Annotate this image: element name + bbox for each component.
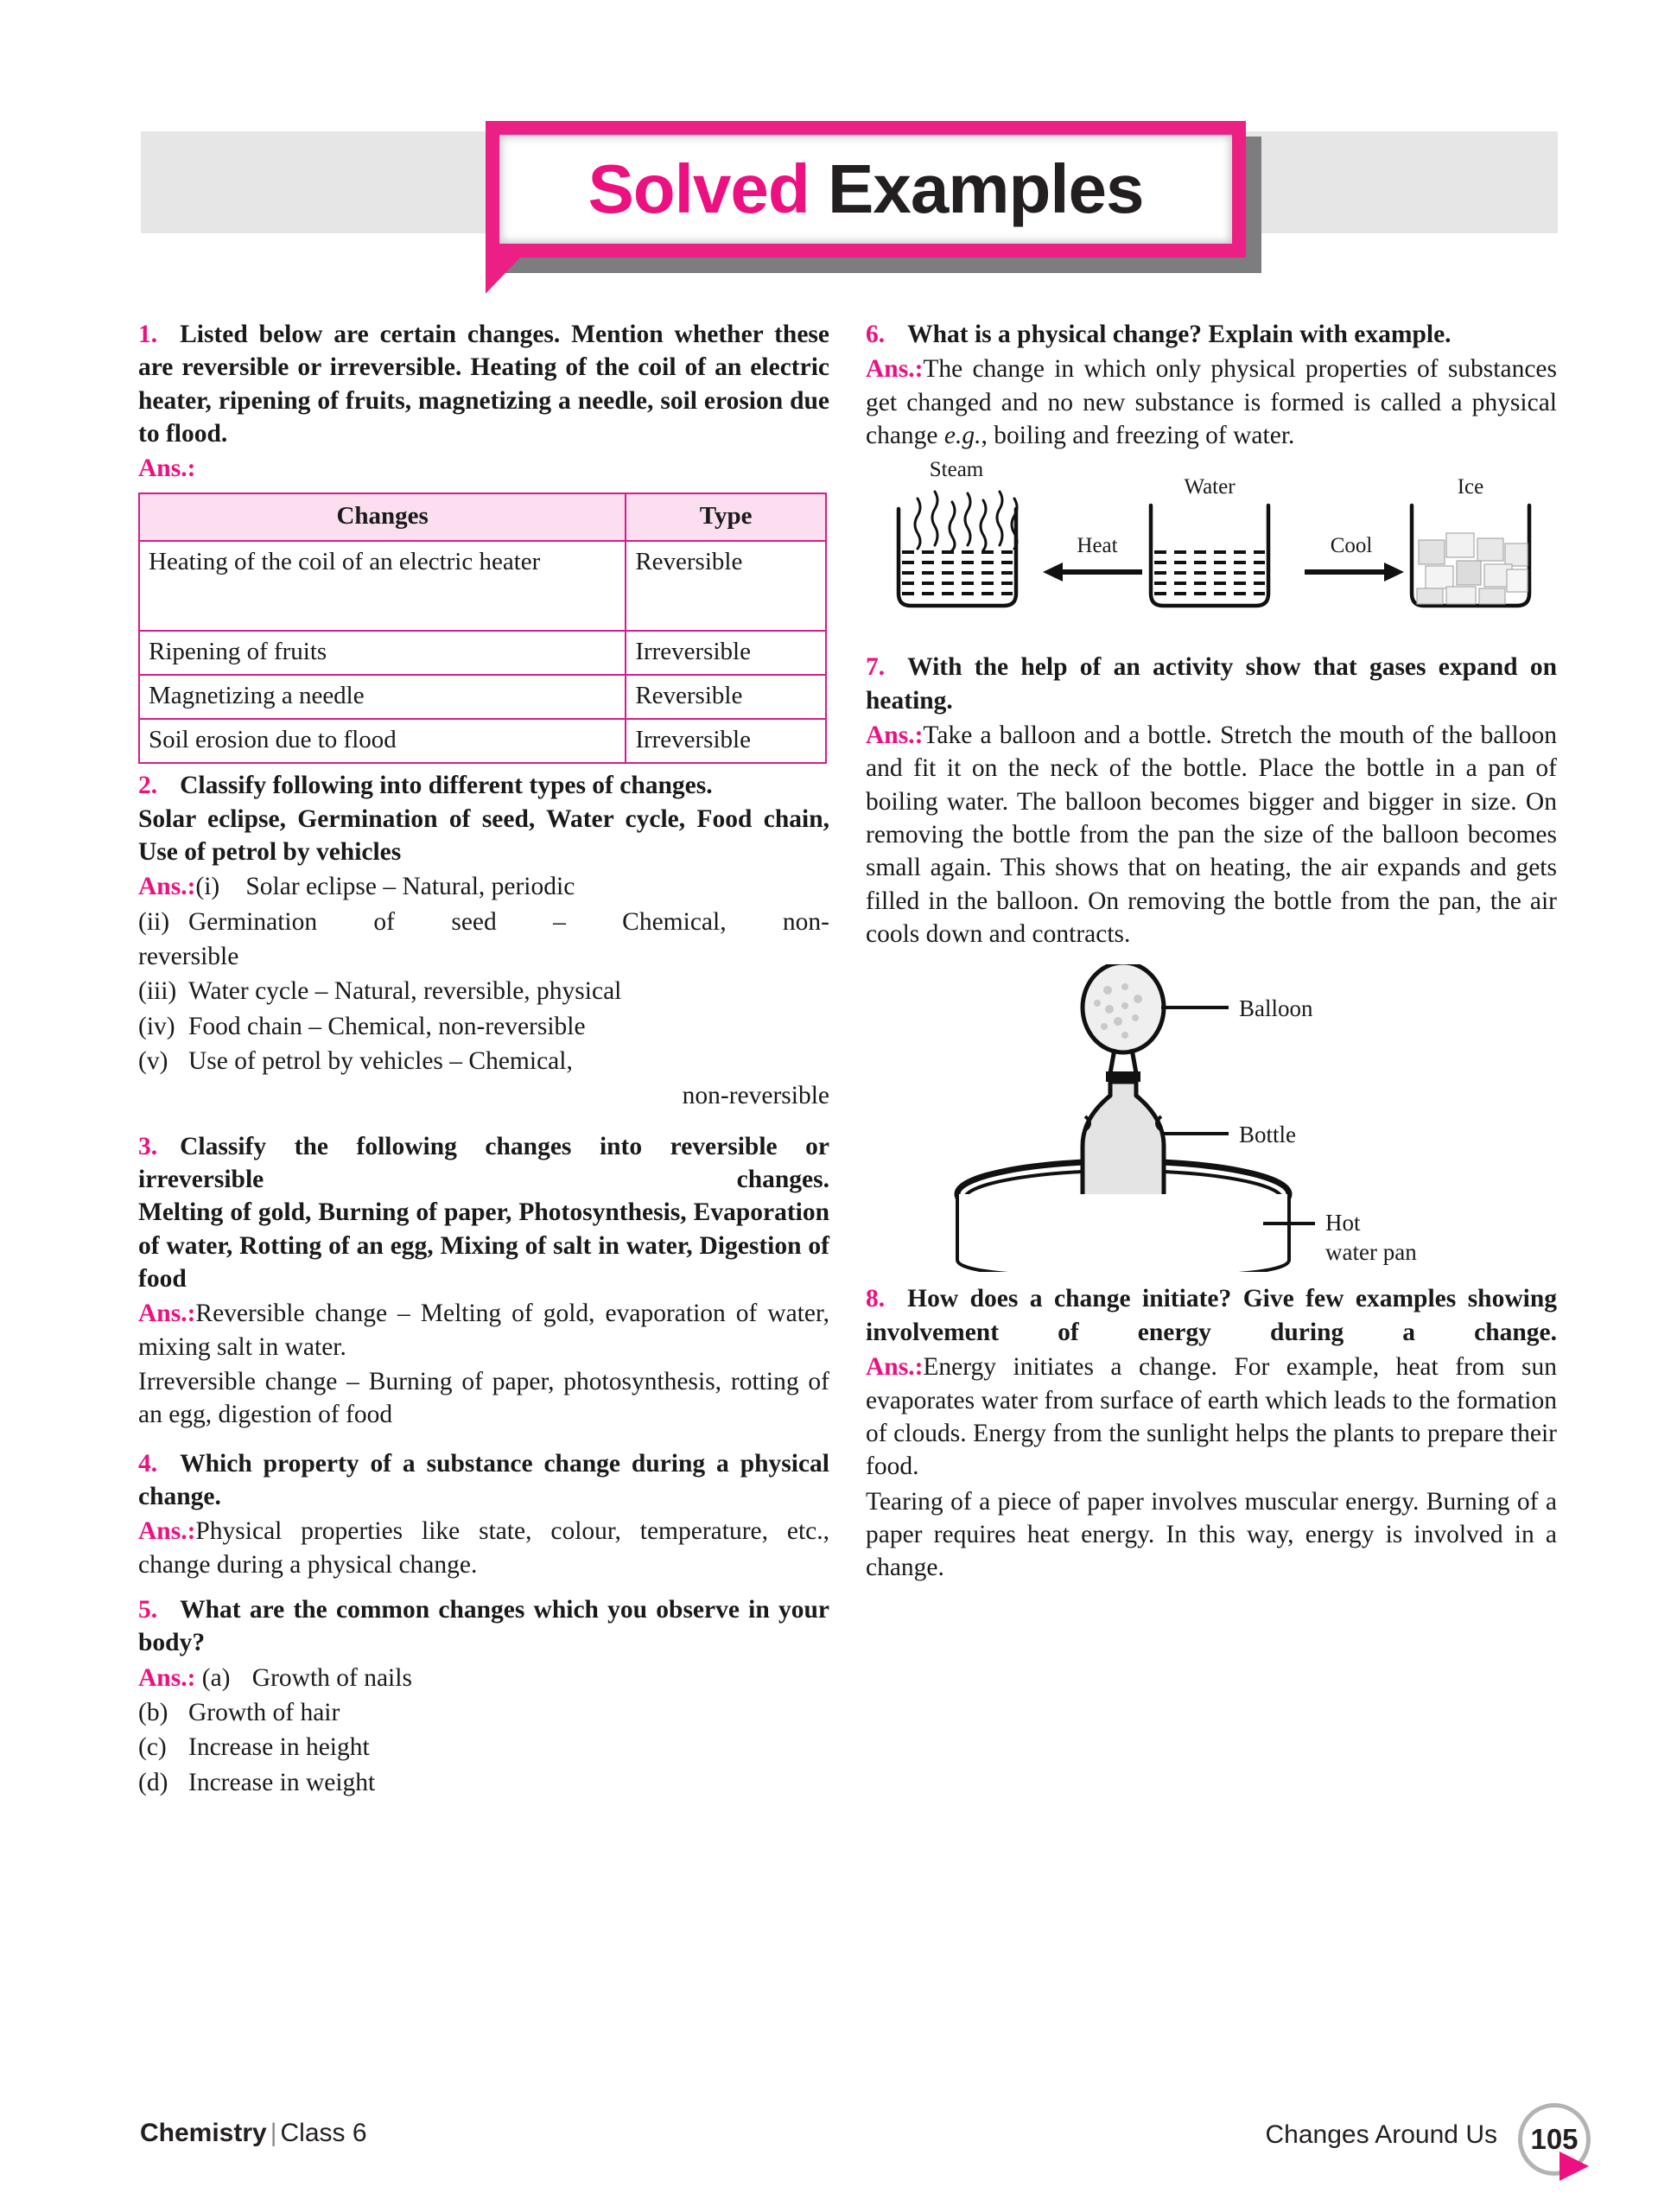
table-cell-change: Ripening of fruits xyxy=(139,631,626,675)
question-5-text: What are the common changes which you observe in your body? xyxy=(138,1596,829,1657)
answer-5-item-d xyxy=(138,1766,829,1799)
answer-2-item-2-key: (ii) xyxy=(138,907,170,936)
answer-2-item-1-text: Solar eclipse – Natural, periodic xyxy=(245,873,575,901)
answer-5-item-a-key: (a) xyxy=(201,1663,231,1692)
answer-2-item-1-key: (i) xyxy=(195,873,220,901)
footer-chapter: Changes Around Us xyxy=(1265,2120,1497,2149)
question-5 xyxy=(138,1593,829,1660)
answer-8-text-1: Energy initiates a change. For example, heat from sun evaporates water from surface of earth which leads to the formation of clouds. Energy from the sunlight helps the plants to prepare their food. xyxy=(866,1353,1557,1481)
label-pan-line1: Hot xyxy=(1325,1210,1361,1236)
answer-3-part-2: Irreversible change – Burning of paper, photosynthesis, rotting of an egg, digestion of food xyxy=(138,1368,829,1429)
question-3-text: Classify the following changes into reversible or irreversible changes. xyxy=(138,1132,829,1193)
answer-6-text-b: , boiling and freezing of water. xyxy=(981,422,1295,450)
answer-6 xyxy=(866,353,1557,452)
answer-2-item-3 xyxy=(138,975,829,1007)
table-cell-change: Soil erosion due to flood xyxy=(139,719,626,763)
table-cell-type: Reversible xyxy=(626,675,826,719)
question-7 xyxy=(866,651,1557,717)
answer-5-item-c xyxy=(138,1731,829,1764)
footer-subject-line xyxy=(140,2119,367,2148)
figure-states-of-water xyxy=(866,457,1557,640)
answer-2-item-3-key: (iii) xyxy=(138,977,177,1006)
answer-1-label: Ans.: xyxy=(138,454,196,483)
ice-cubes xyxy=(1417,533,1528,604)
answer-2-item-3-text: Water cycle – Natural, reversible, physical xyxy=(188,977,622,1006)
question-7-text: With the help of an activity show that gases expand on heating. xyxy=(866,653,1557,715)
answer-2-item-5 xyxy=(138,1045,829,1077)
answer-2-item-4 xyxy=(138,1010,829,1043)
answer-5-item-b-text: Growth of hair xyxy=(188,1699,340,1727)
table-header-changes: Changes xyxy=(139,493,626,541)
question-3 xyxy=(138,1130,829,1197)
page-footer xyxy=(0,2100,1658,2195)
answer-5-item-c-text: Increase in height xyxy=(188,1733,370,1762)
question-4 xyxy=(138,1447,829,1514)
table-cell-change: Magnetizing a needle xyxy=(139,675,626,719)
question-1-number: 1. xyxy=(138,321,158,348)
header-pointer xyxy=(486,257,520,294)
footer-separator: | xyxy=(270,2119,277,2147)
label-bottle: Bottle xyxy=(1239,1122,1296,1148)
question-5-number: 5. xyxy=(138,1596,158,1624)
pan-body xyxy=(957,1194,1289,1272)
table-cell-type: Irreversible xyxy=(626,719,826,763)
question-4-text: Which property of a substance change during a physical change. xyxy=(138,1449,829,1511)
answer-5-item-a-text: Growth of nails xyxy=(251,1663,412,1692)
answer-5-label: Ans.: xyxy=(138,1663,196,1692)
answer-6-text-eg: e.g. xyxy=(943,422,981,450)
table-row xyxy=(139,719,826,763)
label-cool: Cool xyxy=(1330,534,1373,558)
page-title-main: Examples xyxy=(827,150,1144,227)
answer-6-label: Ans.: xyxy=(866,355,924,384)
answer-6-text-a: The change in which only physical properties of substances get changed and no new substance is formed is called a physical change xyxy=(866,355,1557,450)
answer-8-label: Ans.: xyxy=(866,1353,924,1382)
answer-2-item-4-key: (iv) xyxy=(138,1012,175,1040)
table-header-row xyxy=(139,493,826,541)
table-row xyxy=(139,631,826,675)
question-2-text: Classify following into different types of changes. xyxy=(180,772,713,800)
right-column xyxy=(866,318,1557,1585)
label-steam: Steam xyxy=(929,458,984,482)
answer-7-text: Take a balloon and a bottle. Stretch the mouth of the balloon and fit it on the neck of the bottle. Place the bottle in a pan of boiling water. The balloon becomes bigger and bigger in size. On removing the bottle from the pan the size of the balloon becomes small again. This shows that on heating, the air expands and gets filled in the balloon. On removing the bottle from the pan, the air cools down and contracts. xyxy=(866,721,1557,949)
states-of-water-svg xyxy=(866,457,1557,640)
answer-3-text-1: Reversible change – Melting of gold, evaporation of water, mixing salt in water. xyxy=(138,1300,829,1361)
question-6-number: 6. xyxy=(866,321,886,348)
answer-2-label: Ans.: xyxy=(138,873,196,901)
page-header xyxy=(0,0,1658,285)
question-8-number: 8. xyxy=(866,1285,886,1313)
page-title-accent: Solved xyxy=(588,150,810,227)
answer-8-part-2: Tearing of a piece of paper involves muscular energy. Burning of a paper requires heat energy. In this way, energy is involved in a change. xyxy=(866,1487,1557,1582)
question-8-text: How does a change initiate? Give few examples showing involvement of energy during a change. xyxy=(866,1285,1557,1346)
page-arrow-icon xyxy=(1560,2152,1589,2181)
question-7-number: 7. xyxy=(866,653,886,682)
answer-5-item-b xyxy=(138,1696,829,1729)
table-row xyxy=(139,675,826,719)
question-3-list: Melting of gold, Burning of paper, Photosynthesis, Evaporation of water, Rotting of an egg, Mixing of salt in water, Digestion of food xyxy=(138,1198,829,1293)
heat-arrow xyxy=(1043,563,1142,582)
answer-3-label: Ans.: xyxy=(138,1300,196,1328)
answer-7-label: Ans.: xyxy=(866,721,924,750)
figure-balloon-experiment xyxy=(866,964,1557,1272)
cool-arrow xyxy=(1305,563,1404,582)
answer-7 xyxy=(866,719,1557,950)
table-cell-change: Heating of the coil of an electric heater xyxy=(139,541,626,631)
question-8 xyxy=(866,1282,1557,1349)
label-ice: Ice xyxy=(1457,475,1484,499)
answer-5-item-b-key: (b) xyxy=(138,1699,168,1727)
question-4-number: 4. xyxy=(138,1449,158,1478)
header-inner-white xyxy=(499,135,1232,244)
answer-5-item-a xyxy=(138,1662,829,1694)
answer-5-item-d-text: Increase in weight xyxy=(188,1768,376,1796)
table-header-type: Type xyxy=(626,493,826,541)
answer-2-item-5-text: Use of petrol by vehicles – Chemical, xyxy=(188,1046,573,1075)
page-number-badge xyxy=(1518,2103,1591,2176)
question-2 xyxy=(138,769,829,802)
left-column xyxy=(138,318,829,1799)
question-2-list: Solar eclipse, Germination of seed, Water cycle, Food chain, Use of petrol by vehicles xyxy=(138,804,829,866)
answer-2-item-5-cont: non-reversible xyxy=(682,1082,829,1110)
label-balloon: Balloon xyxy=(1239,995,1313,1022)
label-pan-line2: water pan xyxy=(1325,1239,1417,1266)
answer-2-item-4-text: Food chain – Chemical, non-reversible xyxy=(188,1012,586,1040)
changes-table xyxy=(138,493,827,764)
answer-5-item-d-key: (d) xyxy=(138,1768,168,1796)
balloon-experiment-svg xyxy=(866,964,1557,1272)
question-1 xyxy=(138,318,829,450)
question-3-number: 3. xyxy=(138,1132,158,1160)
answer-4-label: Ans.: xyxy=(138,1517,196,1546)
question-6 xyxy=(866,318,1557,351)
answer-3-part-1 xyxy=(138,1297,829,1363)
answer-2 xyxy=(138,870,829,903)
table-cell-type: Irreversible xyxy=(626,631,826,675)
answer-2-item-5-key: (v) xyxy=(138,1046,168,1075)
answer-2-item-2-cont: reversible xyxy=(138,942,239,970)
table-row xyxy=(139,541,826,631)
footer-subject: Chemistry xyxy=(140,2119,267,2147)
answer-8-part-1 xyxy=(866,1351,1557,1483)
answer-4 xyxy=(138,1515,829,1581)
answer-4-text: Physical properties like state, colour, temperature, etc., change during a physical change. xyxy=(138,1517,829,1579)
question-1-text: Listed below are certain changes. Mention whether these are reversible or irreversible. Heating of the coil of an electric heater, ripening of fruits, magnetizing a needle, soil erosion due to flood. xyxy=(138,321,829,448)
answer-5-item-c-key: (c) xyxy=(138,1733,167,1762)
table-cell-type: Reversible xyxy=(626,541,826,631)
label-water: Water xyxy=(1184,475,1236,499)
page-number: 105 xyxy=(1530,2123,1579,2155)
label-heat: Heat xyxy=(1077,534,1118,558)
header-title-tab xyxy=(486,121,1246,268)
question-2-number: 2. xyxy=(138,772,158,800)
answer-2-item-2 xyxy=(138,906,829,938)
answer-1-label-line xyxy=(138,452,829,485)
page-title xyxy=(588,150,1144,227)
header-pink-frame xyxy=(486,121,1246,257)
question-6-text: What is a physical change? Explain with example. xyxy=(907,321,1452,348)
footer-class: Class 6 xyxy=(280,2119,367,2147)
answer-2-item-2-text: Germination of seed – Chemical, non- xyxy=(188,907,829,936)
